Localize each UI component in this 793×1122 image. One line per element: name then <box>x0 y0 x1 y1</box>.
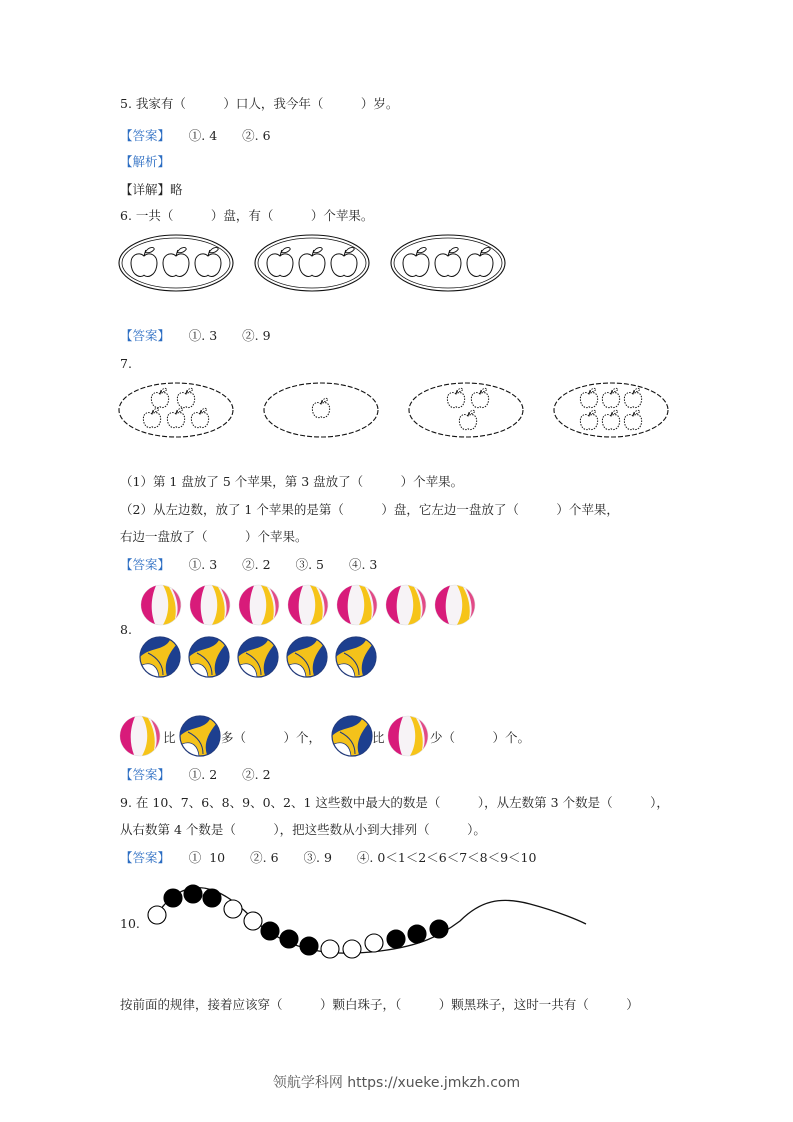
beach-ball-icon <box>120 716 160 756</box>
white-bead <box>244 912 262 930</box>
volleyball-icon <box>140 637 180 677</box>
beach-ball-icon <box>435 585 475 625</box>
apple-icon <box>447 388 464 407</box>
black-bead <box>300 937 318 955</box>
black-bead <box>430 920 448 938</box>
q5-analysis-tag: 【解析】 <box>120 154 171 169</box>
compare-bi2: 比 <box>372 730 385 745</box>
beach-ball-row <box>138 582 478 628</box>
white-bead <box>148 906 166 924</box>
answer-tag: 【答案】 <box>120 557 164 572</box>
white-bead <box>224 900 242 918</box>
apple-icon <box>580 410 597 429</box>
apple-icon <box>143 408 160 427</box>
apple-icon <box>167 408 184 427</box>
beach-ball-icon <box>118 714 162 758</box>
apple-icon <box>459 410 476 429</box>
q9-line2: 从右数第 4 个数是（ ），把这些数从小到大排列（ ）。 <box>120 822 486 837</box>
beach-ball-icon <box>337 585 377 625</box>
beach-ball-icon <box>386 714 430 758</box>
volleyball-icon <box>330 714 374 758</box>
apple-icon <box>403 247 429 276</box>
beach-ball-icon <box>388 716 428 756</box>
answer-text: ①. 4 ②. 6 <box>188 128 271 143</box>
apple-icon <box>624 388 641 407</box>
apple-icon <box>177 388 194 407</box>
beach-ball-icon <box>386 585 426 625</box>
apple-icon <box>602 410 619 429</box>
apple-icon <box>624 410 641 429</box>
plate-outline <box>119 383 233 437</box>
q7-sub2b: 右边一盘放了（ ）个苹果。 <box>120 529 308 544</box>
q7-apple-plates <box>116 380 676 440</box>
q5-answer-row <box>120 128 271 144</box>
q10-number: 10. <box>120 916 140 931</box>
answer-text: ①. 3 ②. 2 ③. 5 ④. 3 <box>188 557 378 572</box>
answer-tag: 【答案】 <box>120 767 164 782</box>
answer-tag: 【答案】 <box>120 328 164 343</box>
apple-icon <box>602 388 619 407</box>
black-bead <box>203 889 221 907</box>
q7-number: 7. <box>120 356 132 371</box>
apple-icon <box>435 247 461 276</box>
apple-icon <box>312 398 329 417</box>
beach-ball-icon <box>239 585 279 625</box>
page-footer: 领航学科网 https://xueke.jmkzh.com <box>272 1075 521 1091</box>
answer-text: ① 10 ②. 6 ③. 9 ④. 0＜1＜2＜6＜7＜8＜9＜10 <box>188 850 537 865</box>
q5-question: 5. 我家有（ ）口人，我今年（ ）岁。 <box>120 96 399 111</box>
volleyball-icon <box>336 637 376 677</box>
q7-sub1: （1）第 1 盘放了 5 个苹果，第 3 盘放了（ ）个苹果。 <box>120 474 464 489</box>
q5-detail: 【详解】略 <box>120 182 183 197</box>
volleyball-icon <box>180 716 220 756</box>
white-bead <box>365 934 383 952</box>
q6-question: 6. 一共（ ）盘，有（ ）个苹果。 <box>120 208 374 223</box>
black-bead <box>387 930 405 948</box>
q9-answer-row <box>120 850 536 866</box>
volleyball-row <box>138 634 388 680</box>
volleyball-icon <box>178 714 222 758</box>
black-bead <box>164 889 182 907</box>
apple-icon <box>163 247 189 276</box>
apple-icon <box>580 388 597 407</box>
apple-icon <box>267 247 293 276</box>
apple-icon <box>195 247 221 276</box>
black-bead <box>184 885 202 903</box>
beach-ball-icon <box>141 585 181 625</box>
q8-number: 8. <box>120 622 132 637</box>
answer-text: ①. 3 ②. 9 <box>188 328 271 343</box>
q6-answer-row <box>120 328 271 344</box>
apple-icon <box>331 247 357 276</box>
apple-icon <box>131 247 157 276</box>
q6-apple-plates <box>118 232 518 294</box>
white-bead <box>321 940 339 958</box>
q7-sub2a: （2）从左边数，放了 1 个苹果的是第（ ）盘，它左边一盘放了（ ）个苹果， <box>120 502 619 517</box>
answer-text: ①. 2 ②. 2 <box>188 767 271 782</box>
compare-bi: 比 <box>163 730 176 745</box>
apple-icon <box>299 247 325 276</box>
compare-shao: 少（ ）个。 <box>430 730 531 745</box>
answer-tag: 【答案】 <box>120 128 164 143</box>
apple-icon <box>191 408 208 427</box>
apple-icon <box>467 247 493 276</box>
q10-question: 按前面的规律，接着应该穿（ ）颗白珠子，（ ）颗黑珠子，这时一共有（ ） <box>120 997 639 1012</box>
apple-icon <box>151 388 168 407</box>
beach-ball-icon <box>288 585 328 625</box>
q7-answer-row <box>120 557 377 573</box>
compare-duo: 多（ ）个， <box>221 730 322 745</box>
bead-string <box>140 876 600 966</box>
q9-line1: 9. 在 10、7、6、8、9、0、2、1 这些数中最大的数是（ ），从左数第 3 个数是（ ）， <box>120 795 669 810</box>
volleyball-icon <box>332 716 372 756</box>
q8-answer-row <box>120 767 271 783</box>
answer-tag: 【答案】 <box>120 850 164 865</box>
beach-ball-icon <box>190 585 230 625</box>
black-bead <box>408 925 426 943</box>
apple-icon <box>471 388 488 407</box>
black-bead <box>280 930 298 948</box>
volleyball-icon <box>189 637 229 677</box>
white-bead <box>343 940 361 958</box>
black-bead <box>261 922 279 940</box>
volleyball-icon <box>287 637 327 677</box>
q8-compare-row <box>118 714 678 758</box>
volleyball-icon <box>238 637 278 677</box>
